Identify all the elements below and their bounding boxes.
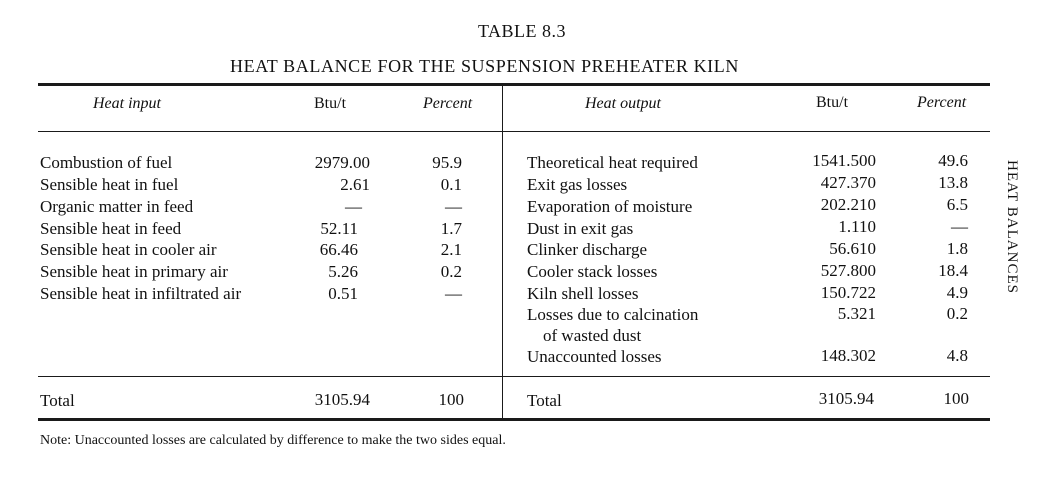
output-row-label: Exit gas losses	[527, 175, 628, 194]
output-row-percent: 13.8	[938, 173, 968, 192]
table-number: TABLE 8.3	[478, 21, 567, 41]
input-row-label: Sensible heat in infiltrated air	[40, 284, 242, 303]
output-row-label-continued: of wasted dust	[543, 326, 642, 345]
input-row-percent: 2.1	[440, 240, 462, 259]
input-row-label: Sensible heat in feed	[40, 219, 182, 238]
input-row-btu: 5.26	[328, 262, 358, 281]
input-row-percent: 1.7	[440, 219, 462, 238]
output-total-btu: 3105.94	[818, 389, 874, 408]
output-row-btu: 56.610	[829, 239, 876, 258]
input-row-percent: —	[445, 284, 462, 303]
input-row-percent: 0.2	[440, 262, 462, 281]
header-input-btu: Btu/t	[314, 95, 347, 112]
input-row-btu: 2.61	[340, 175, 370, 194]
output-row-btu: 202.210	[820, 195, 876, 214]
output-row-btu: 148.302	[820, 346, 876, 365]
input-row-btu: —	[345, 197, 362, 216]
table-title: HEAT BALANCE FOR THE SUSPENSION PREHEATER KILN	[230, 56, 739, 76]
output-row-btu: 150.722	[820, 283, 876, 302]
input-row-btu: 2979.00	[314, 153, 370, 172]
output-row-label: Clinker discharge	[527, 240, 648, 259]
table-note: Note: Unaccounted losses are calculated by difference to make the two sides equal.	[40, 433, 506, 448]
header-output-percent: Percent	[917, 94, 967, 111]
total-rule	[38, 376, 990, 377]
output-row-percent: 6.5	[946, 195, 968, 214]
input-row-btu: 66.46	[319, 240, 358, 259]
output-row-btu: 1.110	[838, 217, 876, 236]
output-row-percent: 0.2	[946, 304, 968, 323]
output-row-label: Unaccounted losses	[527, 347, 662, 366]
top-rule	[38, 83, 990, 86]
output-row-percent: —	[951, 217, 968, 236]
header-output-btu: Btu/t	[816, 94, 849, 111]
output-row-label: Dust in exit gas	[527, 219, 634, 238]
input-row-label: Organic matter in feed	[40, 197, 194, 216]
input-row-percent: 95.9	[432, 153, 462, 172]
running-head: HEAT BALANCES	[1004, 160, 1020, 294]
input-row-percent: 0.1	[440, 175, 462, 194]
output-row-label: Cooler stack losses	[527, 262, 658, 281]
output-row-percent: 4.9	[946, 283, 968, 302]
output-row-label: Evaporation of moisture	[527, 197, 693, 216]
header-input-percent: Percent	[423, 95, 473, 112]
output-row-percent: 4.8	[946, 346, 968, 365]
input-total-label: Total	[40, 391, 75, 410]
output-row-label: Theoretical heat required	[527, 153, 698, 172]
output-row-label: Kiln shell losses	[527, 284, 639, 303]
output-row-btu: 527.800	[820, 261, 876, 280]
input-row-label: Combustion of fuel	[40, 153, 173, 172]
output-row-btu: 427.370	[820, 173, 876, 192]
input-row-percent: —	[445, 197, 462, 216]
column-divider	[502, 85, 503, 418]
input-row-label: Sensible heat in cooler air	[40, 240, 217, 259]
output-row-percent: 1.8	[946, 239, 968, 258]
output-total-percent: 100	[943, 389, 969, 408]
output-row-percent: 18.4	[938, 261, 968, 280]
header-rule	[38, 131, 990, 132]
output-row-label: Losses due to calcination	[527, 305, 699, 324]
input-row-btu: 52.11	[320, 219, 358, 238]
input-row-btu: 0.51	[328, 284, 358, 303]
output-total-label: Total	[527, 391, 562, 410]
output-row-btu: 5.321	[837, 304, 876, 323]
header-heat-input: Heat input	[93, 95, 161, 112]
input-total-percent: 100	[438, 390, 464, 409]
bottom-rule	[38, 418, 990, 421]
input-row-label: Sensible heat in primary air	[40, 262, 228, 281]
input-row-label: Sensible heat in fuel	[40, 175, 179, 194]
output-row-btu: 1541.500	[812, 151, 876, 170]
header-heat-output: Heat output	[585, 95, 661, 112]
output-row-percent: 49.6	[938, 151, 968, 170]
input-total-btu: 3105.94	[314, 390, 370, 409]
